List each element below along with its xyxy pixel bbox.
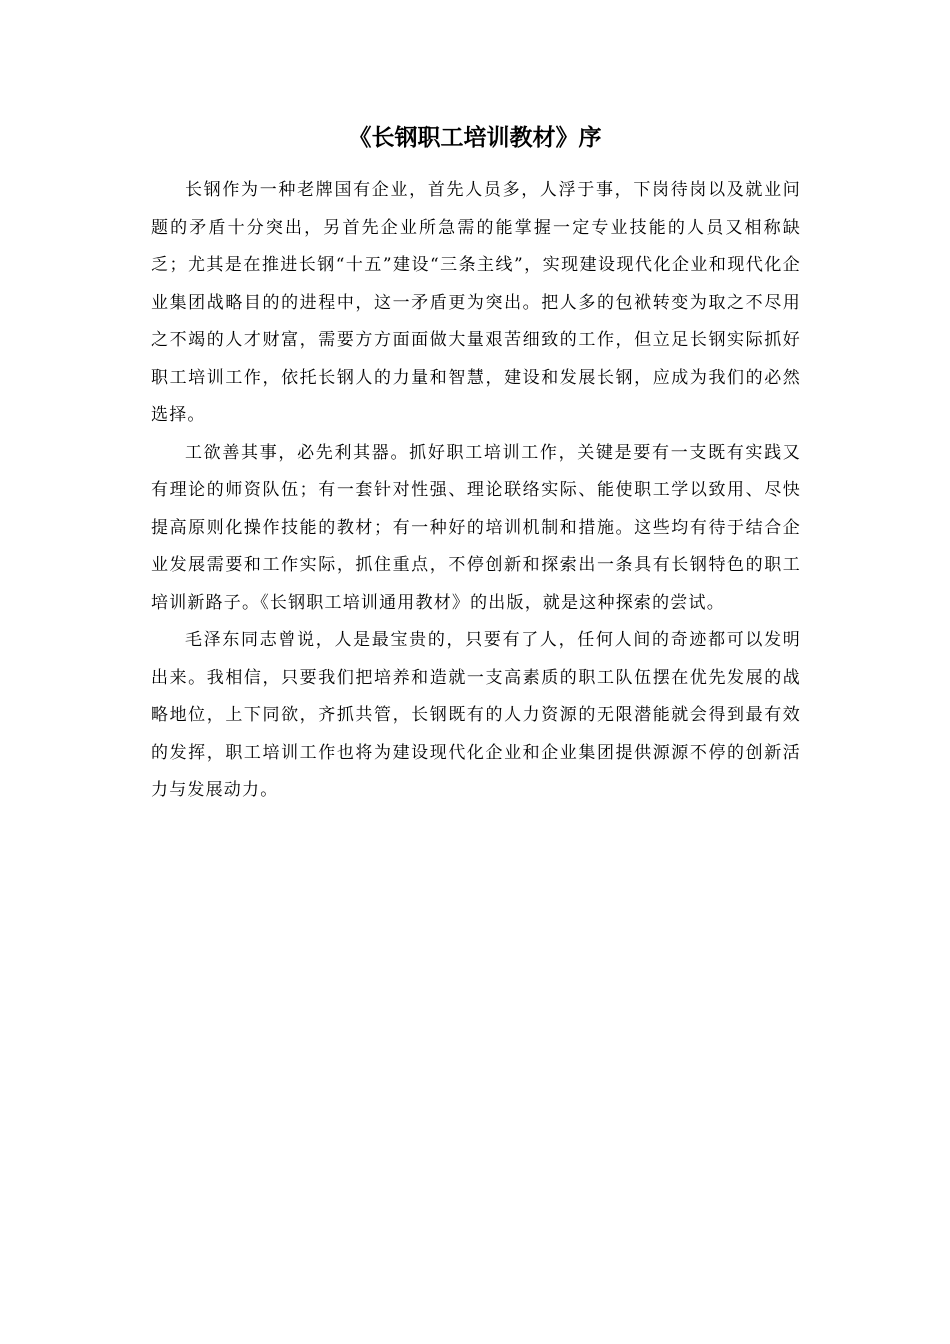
page-title: 《长钢职工培训教材》序 [348,125,602,151]
paragraph-1: 长钢作为一种老牌国有企业，首先人员多，人浮于事，下岗待岗以及就业问题的矛盾十分突出，另首先企业所急需的能掌握一定专业技能的人员又相称缺乏；尤其是在推进长钢“十五”建设“三条主线”，实现建设现代化企业和现代化企业集团战略目的的进程中，这一矛盾更为突出。把人多的包袱转变为取之不尽用之不竭的人才财富，需要方方面面做大量艰苦细致的工作，但立足长钢实际抓好职工培训工作，依托长钢人的力量和智慧，建设和发展长钢，应成为我们的必然选择。 [151,180,801,425]
document-body [151,172,801,810]
paragraph-2: 工欲善其事，必先利其器。抓好职工培训工作，关键是要有一支既有实践又有理论的师资队伍；有一套针对性强、理论联络实际、能使职工学以致用、尽快提高原则化操作技能的教材；有一种好的培训机制和措施。这些均有待于结合企业发展需要和工作实际，抓住重点，不停创新和探索出一条具有长钢特色的职工培训新路子。《长钢职工培训通用教材》的出版，就是这种探索的尝试。 [151,442,801,613]
paragraph-3: 毛泽东同志曾说，人是最宝贵的，只要有了人，任何人间的奇迹都可以发明出来。我相信，只要我们把培养和造就一支高素质的职工队伍摆在优先发展的战略地位，上下同欲，齐抓共管，长钢既有的人力资源的无限潜能就会得到最有效的发挥，职工培训工作也将为建设现代化企业和企业集团提供源源不停的创新活力与发展动力。 [151,630,801,800]
